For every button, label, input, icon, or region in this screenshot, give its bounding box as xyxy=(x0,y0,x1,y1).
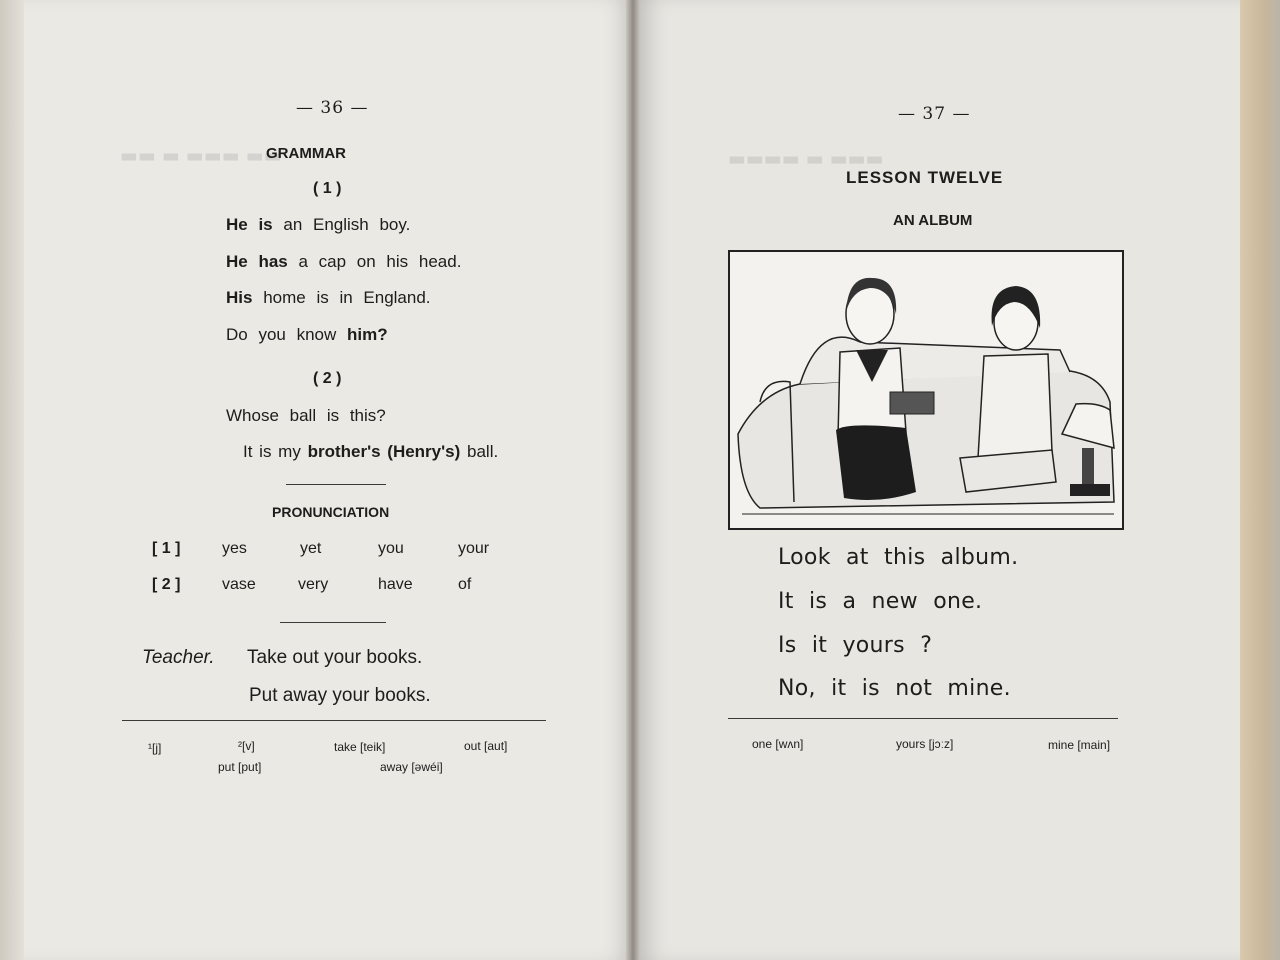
grammar-line: Do you know him? xyxy=(226,325,388,344)
illustration-drawing xyxy=(730,252,1122,528)
teacher-line: Take out your books. xyxy=(247,647,423,668)
pron-word: you xyxy=(378,540,404,557)
footnote: mine [main] xyxy=(1048,738,1111,752)
footnote: ²[v] xyxy=(238,739,255,753)
pron-word: of xyxy=(458,576,472,593)
book-gutter xyxy=(626,0,640,960)
pron-word: have xyxy=(378,576,413,593)
footnote: put [put] xyxy=(218,760,262,774)
pron-word: yet xyxy=(300,540,322,557)
page-number: — 36 — xyxy=(296,98,369,118)
lesson-subtitle: AN ALBUM xyxy=(893,212,973,229)
pron-word: vase xyxy=(222,576,256,593)
lesson-line: Is it yours ? xyxy=(778,633,933,658)
left-page-edge xyxy=(0,0,24,960)
right-page-edge xyxy=(1240,0,1280,960)
footnote: take [teik] xyxy=(334,740,386,754)
teacher-label: Teacher. xyxy=(142,647,215,668)
lesson-line: No, it is not mine. xyxy=(778,676,1011,701)
lesson-line: Look at this album. xyxy=(778,545,1019,570)
pron-label: [ 2 ] xyxy=(152,576,181,593)
footnote: ¹[j] xyxy=(148,741,162,755)
pron-label: [ 1 ] xyxy=(152,540,181,557)
footnote: out [aut] xyxy=(464,739,508,753)
lesson-illustration xyxy=(728,250,1124,530)
page-number: — 37 — xyxy=(898,104,971,124)
section-label: ( 2 ) xyxy=(313,370,342,387)
pron-word: your xyxy=(458,540,490,557)
teacher-line: Put away your books. xyxy=(249,685,431,706)
section-label: ( 1 ) xyxy=(313,180,342,197)
divider xyxy=(286,484,386,485)
grammar-answer: It is my brother's (Henry's) ball. xyxy=(243,442,499,461)
footnote: one [wʌn] xyxy=(752,737,804,751)
pron-word: yes xyxy=(222,540,247,557)
grammar-heading: GRAMMAR xyxy=(266,145,346,162)
pronunciation-heading: PRONUNCIATION xyxy=(272,504,390,520)
grammar-line: He has a cap on his head. xyxy=(226,252,462,271)
grammar-question: Whose ball is this? xyxy=(226,406,386,425)
show-through-text: ▬▬ ▬ ▬▬▬ ▬▬ xyxy=(120,145,282,167)
left-page xyxy=(22,0,632,960)
grammar-line: His home is in England. xyxy=(226,288,431,307)
divider xyxy=(280,622,386,623)
show-through-text: ▬▬▬▬ ▬ ▬▬▬ xyxy=(728,148,884,170)
footnote-rule xyxy=(122,720,546,721)
grammar-line: He is an English boy. xyxy=(226,215,411,234)
footnote: yours [jɔːz] xyxy=(896,737,954,751)
lesson-title: LESSON TWELVE xyxy=(846,168,1004,187)
footnote-rule xyxy=(728,718,1118,719)
pron-word: very xyxy=(298,576,329,593)
footnote: away [əwéi] xyxy=(380,760,443,774)
lesson-line: It is a new one. xyxy=(778,589,983,614)
